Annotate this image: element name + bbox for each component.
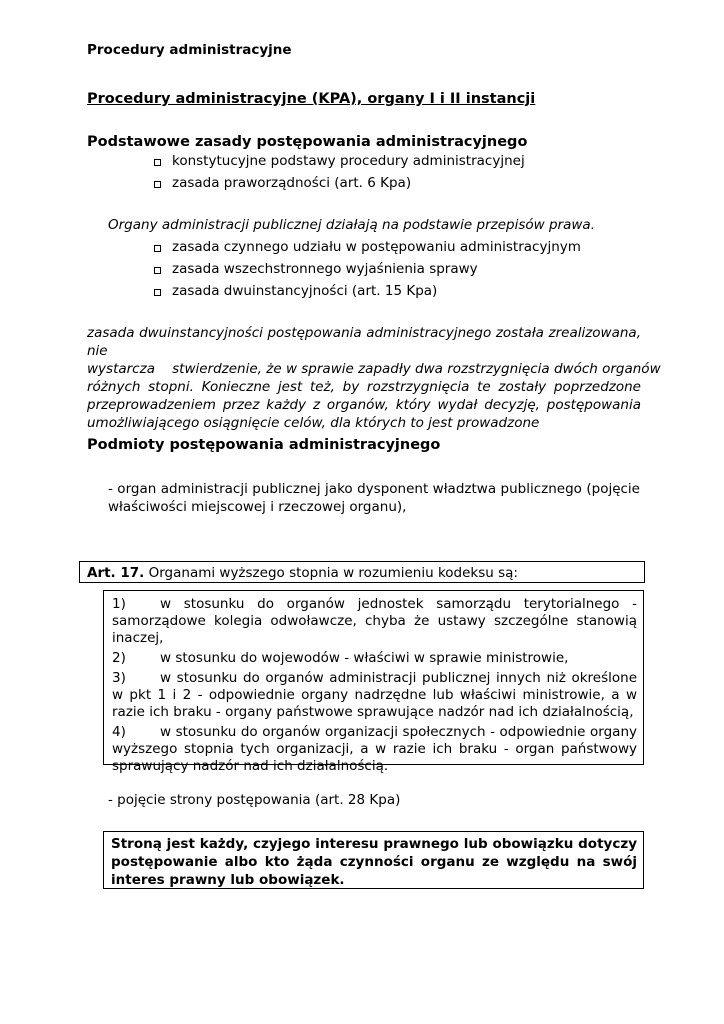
checkbox-bullet-icon xyxy=(154,159,161,166)
paragraph-line: przeprowadzeniem przez każdy z organów, który wydał decyzję, postępowania xyxy=(87,397,641,413)
page-header: Procedury administracyjne xyxy=(87,42,292,58)
checkbox-bullet-icon xyxy=(154,245,161,252)
party-concept-line: - pojęcie strony postępowania (art. 28 Kpa) xyxy=(108,792,401,808)
art17-item: 3) w stosunku do organów administracji publicznej innych niż określone w pkt 1 i 2 - odpowiednie organy nadrzędne lub właściwi ministrowie, a w razie ich braku - organy państwowe sprawujące nadzór nad ich działalnością, xyxy=(112,670,637,720)
art17-item: 4) w stosunku do organów organizacji społecznych - odpowiednie organy wyższego stopnia tych organizacji, a w razie ich braku - organ państwowy sprawujący nadzór nad ich działalnością. xyxy=(112,724,637,774)
paragraph-line: umożliwiającego osiągnięcie celów, dla których to jest prowadzone xyxy=(87,415,540,431)
art17-label: Art. 17. xyxy=(87,565,145,581)
paragraph-line: wystarcza stwierdzenie, że w sprawie zapadły dwa rozstrzygnięcia dwóch organów xyxy=(87,361,661,377)
paragraph-line: - organ administracji publicznej jako dysponent władztwa publicznego (pojęcie xyxy=(108,481,640,497)
art17-text: Organami wyższego stopnia w rozumieniu kodeksu są: xyxy=(144,565,518,581)
section-title-principles: Podstawowe zasady postępowania administracyjnego xyxy=(87,134,528,150)
checkbox-bullet-icon xyxy=(154,289,161,296)
principles-list-a xyxy=(152,150,525,194)
two-instance-paragraph xyxy=(87,324,661,432)
organ-paragraph xyxy=(108,480,640,516)
section-title-procedures: Procedury administracyjne (KPA), organy I i II instancji xyxy=(87,91,536,107)
checkbox-bullet-icon xyxy=(154,181,161,188)
art17-heading-box xyxy=(79,561,645,583)
art17-item: 2) w stosunku do wojewodów - właściwi w sprawie ministrowie, xyxy=(112,650,569,666)
party-definition-box: Stroną jest każdy, czyjego interesu prawnego lub obowiązku dotyczy postępowanie albo kto żąda czynności organu ze względu na swój interes prawny lub obowiązek. xyxy=(103,831,644,889)
section-title-subjects: Podmioty postępowania administracyjnego xyxy=(87,437,441,453)
legality-quote: Organy administracji publicznej działają na podstawie przepisów prawa. xyxy=(108,217,595,233)
list-item: zasada dwuinstancyjności (art. 15 Kpa) xyxy=(152,280,581,302)
list-item: konstytucyjne podstawy procedury administracyjnej xyxy=(152,150,525,172)
paragraph-line: zasada dwuinstancyjności postępowania administracyjnego została zrealizowana, nie xyxy=(87,325,641,359)
art17-items-box xyxy=(103,590,644,774)
checkbox-bullet-icon xyxy=(154,267,161,274)
list-item: zasada wszechstronnego wyjaśnienia sprawy xyxy=(152,258,581,280)
art17-item: 1) w stosunku do organów jednostek samorządu terytorialnego - samorządowe kolegia odwoławcze, chyba że ustawy szczególne stanowią inaczej, xyxy=(112,596,637,646)
principles-list-b xyxy=(152,236,581,302)
paragraph-line: właściwości miejscowej i rzeczowej organu), xyxy=(108,499,407,515)
list-item: zasada praworządności (art. 6 Kpa) xyxy=(152,172,525,194)
paragraph-line: różnych stopni. Konieczne jest też, by rozstrzygnięcia te zostały poprzedzone xyxy=(87,379,641,395)
list-item: zasada czynnego udziału w postępowaniu administracyjnym xyxy=(152,236,581,258)
